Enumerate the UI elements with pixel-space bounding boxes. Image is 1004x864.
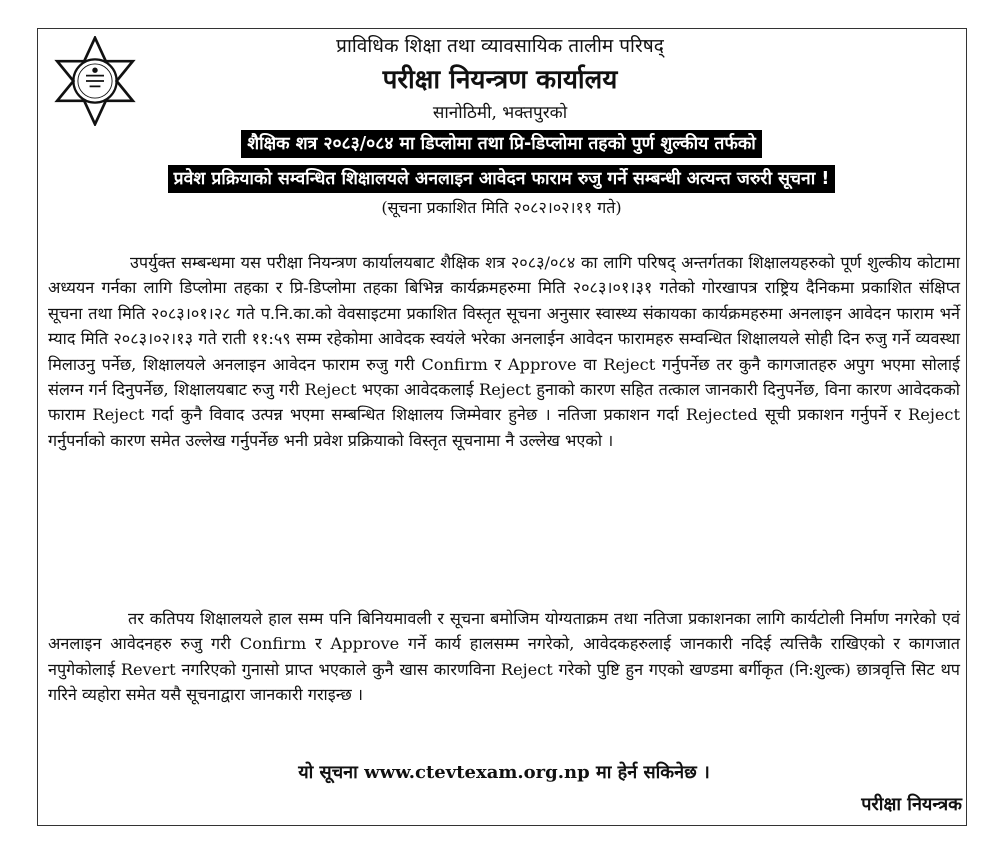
office-address: सानोठिमी, भक्तपुरको xyxy=(432,103,568,123)
notice-title-line2 xyxy=(50,165,953,193)
body-paragraph-2: तर कतिपय शिक्षालयले हाल सम्म पनि बिनियमावली र सूचना बमोजिम योग्यताक्रम तथा नतिजा प्रकाशनका लागि कार्यटोली निर्माण नगरेको एवं अनलाइन आवेदनहरु रुजु गरी Confirm र Approve गर्ने कार्य हालसम्म नगरेको, आवेदकहरुलाई जानकारी नदिई त्यत्तिकै राखिएको र कागजात नपुगेकोलाई Revert नगरिएको गुनासो प्राप्त भएकाले कुनै खास कारणविना Reject गरेको पुष्टि हुन गएको खण्डमा बर्गीकृत (नि:शुल्क) छात्रवृत्ति सिट थप गरिने व्यहोरा समेत यसै सूचनाद्वारा जानकारी गराइन्छ । xyxy=(48,609,960,705)
notice-title-line2-text: प्रवेश प्रक्रियाको सम्वन्धित शिक्षालयले अनलाइन आवेदन फाराम रुजु गर्ने सम्बन्धी अत्यन्त जरुरी सूचना ! xyxy=(168,165,836,193)
organization-name: प्राविधिक शिक्षा तथा व्यावसायिक तालीम परिषद् xyxy=(336,35,664,57)
body-paragraph-1: उपर्युक्त सम्बन्धमा यस परीक्षा नियन्त्रण कार्यालयबाट शैक्षिक शत्र २०८३/०८४ का लागि परिषद् अन्तर्गतका शिक्षालयहरुको पूर्ण शुल्कीय कोटामा अध्ययन गर्नका लागि डिप्लोमा तहका र प्रि-डिप्लोमा तहका बिभिन्न कार्यक्रमहरुमा मिति २०८३।०१।३१ गतेको गोरखापत्र राष्ट्रिय दैनिकमा प्रकाशित संक्षिप्त सूचना तथा मिति २०८३।०१।२८ गते प.नि.का.को वेवसाइटमा प्रकाशित विस्तृत सूचना अनुसार स्वास्थ्य संकायका कार्यक्रमहरुमा अनलाइन आवेदन फाराम भर्ने म्याद मिति २०८३।०२।१३ गते राती ११:५९ सम्म रहेकोमा आवेदक स्वयंले भरेका अनलाईन आवेदन फारामहरु सम्वन्धित शिक्षालयले सोही दिन रुजु गर्ने व्यवस्था मिलाउनु पर्नेछ, शिक्षालयले अनलाइन आवेदन फाराम रुजु गरी Confirm र Approve वा Reject गर्नुपर्नेछ तर कुनै कागजातहरु अपुग भएमा सोलाई संलग्न गर्न दिनुपर्नेछ, शिक्षालयबाट रुजु गरी Reject भएका आवेदकलाई Reject हुनाको कारण सहित तत्काल जानकारी दिनुपर्नेछ, विना कारण आवेदकको फाराम Reject गर्दा कुनै विवाद उत्पन्न भएमा सम्बन्धित शिक्षालय जिम्मेवार हुनेछ । नतिजा प्रकाशन गर्दा Rejected सूची प्रकाशन गर्नुपर्ने र Reject गर्नुपर्नाको कारण समेत उल्लेख गर्नुपर्नेछ भनी प्रवेश प्रक्रियाको विस्तृत सूचनामा नै उल्लेख भएको । xyxy=(48,253,960,450)
office-name: परीक्षा नियन्त्रण कार्यालय xyxy=(382,65,618,95)
signature: परीक्षा नियन्त्रक xyxy=(861,794,962,815)
ctevt-star-emblem-icon xyxy=(50,36,140,126)
notice-title-line1-text: शैक्षिक शत्र २०८३/०८४ मा डिप्लोमा तथा प्रि-डिप्लोमा तहको पुर्ण शुल्कीय तर्फको xyxy=(241,130,762,158)
notice-title-line1 xyxy=(50,130,953,158)
published-date: (सूचना प्रकाशित मिति २०८२।०२।११ गते) xyxy=(381,198,622,217)
website-line: यो सूचना www.ctevtexam.org.np मा हेर्न सकिनेछ । xyxy=(298,762,710,783)
